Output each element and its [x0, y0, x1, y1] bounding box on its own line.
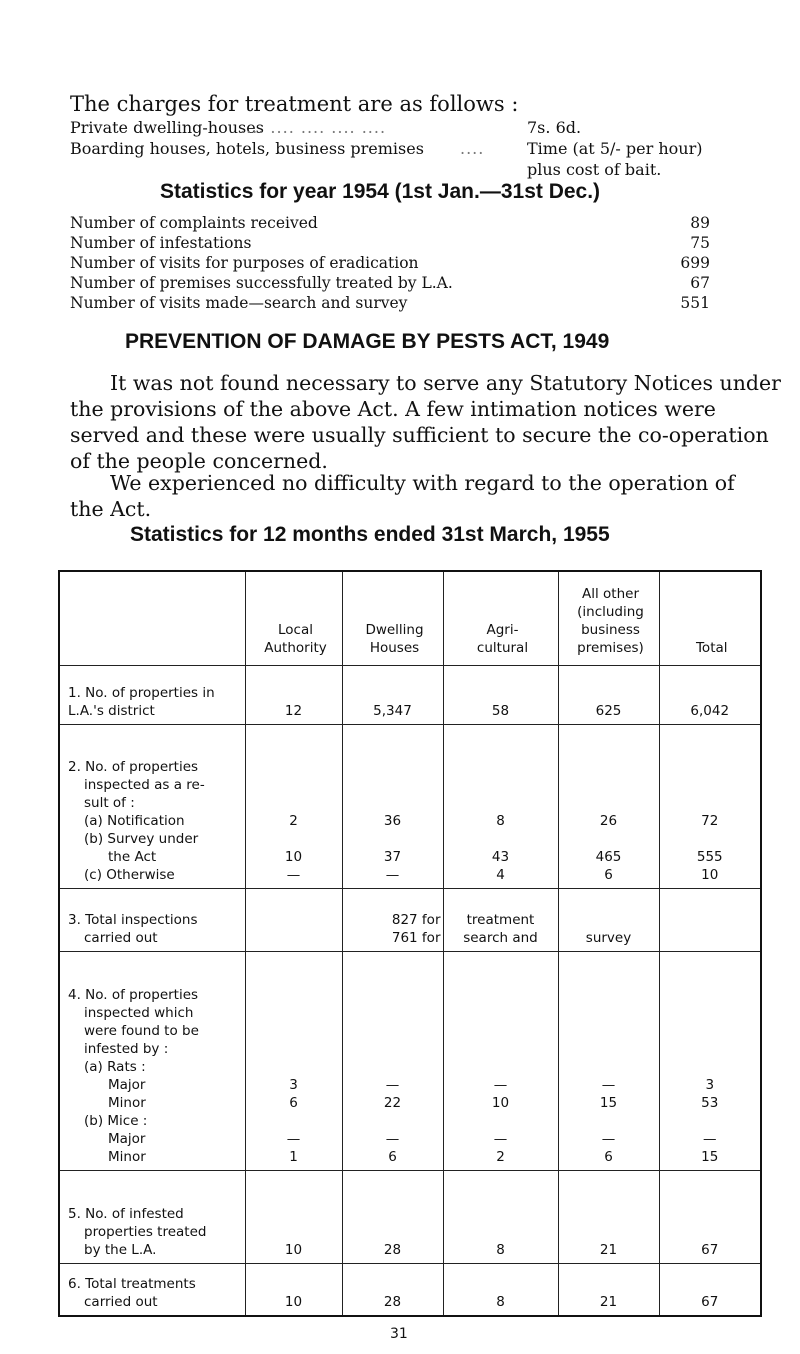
table-cell: 21 — [558, 1171, 659, 1264]
stat-row-value: 551 — [680, 294, 710, 312]
table-cell: 3 53 — 15 — [659, 951, 761, 1170]
table-cell: 8 — [443, 1171, 558, 1264]
row-label: 5. No. of infested properties treated by the L.A. — [59, 1171, 245, 1264]
text-line: It was not found necessary to serve any Statutory Notices under — [110, 371, 781, 395]
charge-row-private-value: 7s. 6d. — [527, 118, 582, 137]
text-line: served and these were usually sufficient to secure the co-operation — [70, 423, 769, 447]
table-cell: 625 — [558, 666, 659, 725]
stat-row-value: 75 — [690, 234, 710, 252]
charges-intro: The charges for treatment are as follows : — [70, 92, 519, 116]
table-row — [59, 666, 761, 725]
table-cell: 10 — [245, 1171, 342, 1264]
table-cell: 21 — [558, 1263, 659, 1316]
table-cell — [659, 888, 761, 951]
table-cell: — 15 — 6 — [558, 951, 659, 1170]
table-cell: 8 43 4 — [443, 725, 558, 888]
table-cell: 3 6 — 1 — [245, 951, 342, 1170]
text-line: the provisions of the above Act. A few intimation notices were — [70, 397, 716, 421]
table-cell: — 10 — 2 — [443, 951, 558, 1170]
table-header-cell: Total — [659, 571, 761, 666]
act-heading: PREVENTION OF DAMAGE BY PESTS ACT, 1949 — [125, 330, 610, 353]
charge-row-private-label: Private dwelling-houses — [70, 118, 264, 137]
table-row — [59, 725, 761, 888]
stat-row-value: 67 — [690, 274, 710, 292]
statistics-table — [58, 570, 762, 1317]
table-cell: 6,042 — [659, 666, 761, 725]
table-row — [59, 1263, 761, 1316]
stat-row-label: Number of infestations — [70, 234, 252, 252]
stats-1955-heading: Statistics for 12 months ended 31st March, 1955 — [130, 523, 610, 546]
table-cell — [245, 888, 342, 951]
row-label: 4. No. of properties inspected which were found to be infested by : (a) Rats : Major Minor (b) Mice : Major Minor — [59, 951, 245, 1170]
table-cell: 28 — [342, 1263, 443, 1316]
row-label: 1. No. of properties in L.A.'s district — [59, 666, 245, 725]
table-cell: 8 — [443, 1263, 558, 1316]
table-row — [59, 951, 761, 1170]
table-row — [59, 1171, 761, 1264]
row-label: 2. No. of properties inspected as a re- sult of : (a) Notification (b) Survey under the Act (c) Otherwise — [59, 725, 245, 888]
table-cell: 12 — [245, 666, 342, 725]
charge-row-boarding-value2: plus cost of bait. — [527, 160, 662, 179]
table-cell: survey — [558, 888, 659, 951]
charge-row-boarding-value: Time (at 5/- per hour) — [527, 139, 703, 158]
stat-row-label: Number of premises successfully treated by L.A. — [70, 274, 453, 292]
page-number: 31 — [390, 1326, 408, 1342]
text-line: the Act. — [70, 497, 152, 521]
act-paragraph-1 — [70, 370, 781, 474]
table-header-cell: Dwelling Houses — [342, 571, 443, 666]
table-cell: 28 — [342, 1171, 443, 1264]
table-cell: 5,347 — [342, 666, 443, 725]
table-header-cell: Agri- cultural — [443, 571, 558, 666]
table-cell: 72 555 10 — [659, 725, 761, 888]
stat-row-label: Number of complaints received — [70, 214, 318, 232]
row-label: 6. Total treatments carried out — [59, 1263, 245, 1316]
table-header-cell: Local Authority — [245, 571, 342, 666]
dot-leader: .... — [460, 139, 485, 158]
table-cell: treatment search and — [443, 888, 558, 951]
stat-row-value: 699 — [680, 254, 710, 272]
table-cell: 58 — [443, 666, 558, 725]
table-cell: 827 for 761 for — [342, 888, 443, 951]
table-cell: 36 37 — — [342, 725, 443, 888]
text-line: We experienced no difficulty with regard to the operation of — [110, 471, 735, 495]
stat-row-label: Number of visits made—search and survey — [70, 294, 408, 312]
table-header-row — [59, 571, 761, 666]
table-row — [59, 888, 761, 951]
table-header-blank — [59, 571, 245, 666]
dot-leader: .... .... .... .... .... — [240, 118, 387, 137]
table-cell: 26 465 6 — [558, 725, 659, 888]
charge-row-boarding-label: Boarding houses, hotels, business premises — [70, 139, 424, 158]
act-paragraph-2 — [70, 470, 750, 522]
stat-row-label: Number of visits for purposes of eradication — [70, 254, 419, 272]
stat-row-value: 89 — [690, 214, 710, 232]
row-label: 3. Total inspections carried out — [59, 888, 245, 951]
table-cell: 67 — [659, 1263, 761, 1316]
table-cell: 2 10 — — [245, 725, 342, 888]
table-cell: 10 — [245, 1263, 342, 1316]
text-line: of the people concerned. — [70, 449, 328, 473]
stats-1954-heading: Statistics for year 1954 (1st Jan.—31st Dec.) — [160, 180, 601, 203]
table-cell: 67 — [659, 1171, 761, 1264]
table-header-cell: All other (including business premises) — [558, 571, 659, 666]
table-cell: — 22 — 6 — [342, 951, 443, 1170]
